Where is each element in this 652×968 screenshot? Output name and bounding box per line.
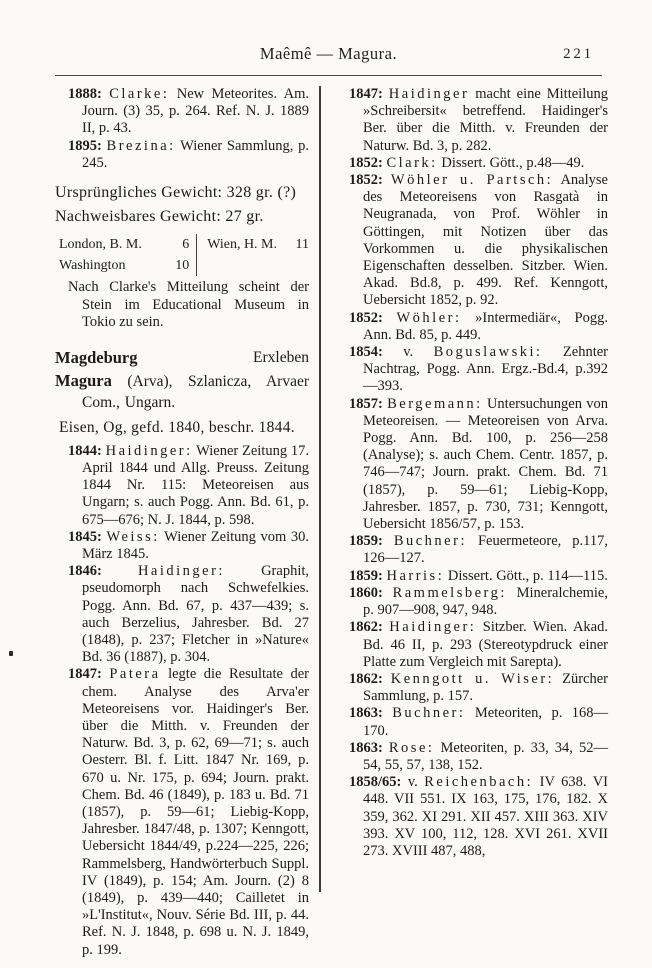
bibliography-entry (336, 344, 608, 396)
entry-author: Rammelsberg: (392, 584, 507, 601)
entry-list-right (336, 86, 608, 860)
bibliography-entry (336, 774, 608, 860)
entry-text: Meteoriten, p. 168—170. (363, 705, 608, 739)
column-divider (319, 86, 321, 892)
page-number: 221 (563, 46, 594, 62)
running-title: Maêmê — Magura. (259, 44, 398, 63)
table-row (59, 234, 189, 255)
headword-paragraph (55, 370, 309, 413)
entry-text: Dissert. Gött., p.48—49. (437, 154, 585, 171)
collection-count: 6 (182, 237, 190, 253)
bibliography-entry (55, 138, 309, 172)
entry-text: Graphit, pseudomorph nach Schwefelkies. Pogg. Ann. Bd. 67, p. 437—439; s. auch Berzelius, Jahresber. Bd. 27 (1848), p. 237; Fletcher in »Nature« Bd. 36 (1887), p. 304. (82, 563, 309, 666)
header-rule (55, 75, 602, 76)
entry-year: 1854: (349, 344, 404, 361)
entry-year: 1863: (349, 739, 389, 756)
classification-line: Eisen, Og, gefd. 1840, beschr. 1844. (59, 418, 295, 436)
entry-text: Sitzber. Wien. Akad. Bd. 46 II, p. 293 (Stereotypdruck einer Platte zum Vergleich mit Sarepta). (363, 619, 608, 670)
bibliography-entry (336, 568, 608, 585)
entry-text: Analyse des Meteoreisens von Rasgatà in Neugranada, von Prof. Wöhler in Göttingen, mit Notizen über das Vorkommen u. die physikalischen Eigenschaften desselben. Sitzber. Wien. Akad. Bd.8, p. 499. Ref. Kenngott, Uebersicht 1852, p. 92. (363, 172, 608, 309)
entry-year: 1852: (349, 309, 397, 326)
entry-author-prefix: v. (403, 344, 434, 361)
bibliography-entry (336, 705, 608, 739)
entry-text: Wiener Zeitung 17. April 1844 und Allg. Preuss. Zeitung 1844 Nr. 115: Meteoreisen aus Ungarn; s. auch Pogg. Ann. Bd. 61, p. 675—676; N. J. 1844, p. 598. (82, 442, 309, 528)
bibliography-entry (336, 155, 608, 172)
entry-year: 1852: (349, 154, 387, 171)
entry-author: Boguslawski: (433, 344, 543, 361)
bibliography-entry (336, 740, 608, 774)
entry-text: macht eine Mitteilung »Schreibersit« betreffend. Haidinger's Ber. über die Mitth. v. Freunden der Naturw. Bd. 3, p. 282. (363, 86, 608, 154)
entry-author: Haidinger: (389, 619, 477, 636)
entry-text: Meteoriten, p. 33, 34, 52—54, 55, 57, 138, 152. (363, 739, 608, 773)
collection-count: 11 (295, 237, 309, 253)
bibliography-entry (55, 666, 309, 958)
entry-author: Bergemann: (387, 395, 483, 412)
entry-year: 1846: (68, 563, 138, 580)
entry-author: Kenngott u. Wiser: (390, 670, 555, 687)
collections-table-right (197, 234, 309, 276)
entry-year: 1860: (349, 584, 393, 601)
entry-text: New Meteorites. Am. Journ. (3) 35, p. 264. Ref. N. J. 1889 II, p. 43. (82, 86, 309, 137)
collections-table (59, 234, 309, 276)
entry-text: Zürcher Sammlung, p. 157. (363, 670, 608, 705)
entry-author: Haidinger: (137, 563, 225, 580)
bibliography-entry (55, 529, 309, 563)
entry-year: 1858/65: (349, 774, 408, 791)
entry-text: legte die Resultate der chem. Analyse des Arva'er Meteoreisens vor. Haidinger's Ber. über die Mitth. v. Freunden der Naturw. Bd. 3, p. 62, 69—71; s. auch Oesterr. Bl. f. Litt. 1847 Nr. 169, p. 670 u. Nr. 175, p. 694; Journ. prakt. Chem. Bd. 46 (1849), p. 183 u. Bd. 71 (1857), p. 59—61; Liebig-Kopp, Jahresber. 1847/48, p. 1307; Kenngott, Uebersicht 1844/49, p.224—225, 226; Rammelsberg, Handwörterbuch Suppl. IV (1849), p. 154; Am. Journ. (2) 8 (1849), p. 439—440; Cailletet in »L'Institut«, Nouv. Série Bd. III, p. 44. Ref. N. J. 1848, p. 698 u. N. J. 1849, p. 199. (82, 666, 309, 958)
page-header (55, 44, 602, 68)
collection-name: Wien, H. M. (207, 237, 278, 253)
entry-list-top (55, 86, 309, 172)
left-column (55, 86, 309, 959)
entry-text: Wiener Zeitung vom 30. März 1845. (82, 528, 309, 563)
entry-text: Mineralchemie, p. 907—908, 947, 948. (363, 584, 608, 619)
entry-author: Brezina: (106, 137, 176, 154)
entry-text: Feuermeteore, p.117, 126—127. (363, 533, 608, 567)
entry-year: 1844: (68, 442, 106, 459)
crossref-row (55, 347, 309, 369)
bibliography-entry (336, 310, 608, 344)
entry-year: 1859: (349, 533, 394, 550)
entry-list-left (55, 443, 309, 959)
entry-author: Haidinger (388, 86, 470, 102)
bibliography-entry (55, 86, 309, 138)
entry-year: 1862: (349, 670, 391, 687)
table-row (207, 234, 309, 255)
entry-year: 1863: (349, 705, 393, 722)
crossref-headword: Magdeburg (55, 347, 138, 367)
entry-author: Patera (109, 666, 161, 683)
entry-year: 1852: (349, 172, 391, 189)
entry-author-prefix: v. (407, 774, 425, 791)
entry-author: Rose: (388, 739, 435, 756)
bibliography-entry (55, 563, 309, 666)
entry-author: Clark: (386, 154, 438, 171)
bibliography-entry (336, 533, 608, 567)
collection-name: London, B. M. (59, 237, 142, 253)
entry-text: Zehnter Nachtrag, Pogg. Ann. Ergz.-Bd.4, p.392—393. (363, 344, 608, 395)
entry-author: Clarke: (109, 86, 170, 102)
entry-year: 1857: (349, 395, 388, 412)
entry-year: 1862: (349, 619, 390, 636)
original-weight-line: Ursprüngliches Gewicht: 328 gr. (?) (55, 184, 297, 202)
table-row (59, 255, 189, 276)
bibliography-entry (336, 619, 608, 671)
entry-author: Reichenbach: (424, 774, 534, 791)
bibliography-entry (336, 86, 608, 155)
entry-year: 1845: (68, 528, 107, 545)
headword: Magura (55, 370, 112, 390)
bibliography-entry (55, 443, 309, 529)
entry-author: Haidinger: (105, 442, 193, 459)
bibliography-entry (336, 396, 608, 534)
entry-text: »Intermediär«, Pogg. Ann. Bd. 85, p. 449. (363, 309, 608, 343)
entry-text: Wiener Sammlung, p. 245. (82, 137, 309, 171)
entry-year: 1888: (68, 86, 110, 102)
crossref-target: Erxleben (253, 348, 309, 366)
entry-text: IV 638. VI 448. VII 551. IX 163, 175, 176, 182. X 359, 362. XI 291. XII 457. XIII 363. XIV 393. XV 100, 112, 128. XVI 261. XVII 273. XVIII 487, 488, (363, 774, 609, 859)
entry-author: Harris: (386, 567, 445, 584)
ink-speck (9, 651, 13, 656)
headword-locality: (Arva), Szlanicza, Arvaer Com., Ungarn. (82, 372, 309, 411)
collections-table-left (59, 234, 197, 276)
collection-name: Washington (59, 258, 126, 274)
right-column (336, 86, 608, 860)
entry-author: Buchner: (393, 533, 467, 550)
entry-year: 1847: (68, 666, 110, 683)
entry-text: Untersuchungen von Meteoreisen. — Meteoreisen von Arva. Pogg. Ann. Bd. 100, p. 256—258 (Analyse); s. auch Chem. Centr. 1857, p. 746—747; Journ. prakt. Chem. Bd. 71 (1857), p. 59—61; Liebig-Kopp, Jahresber. 1857, p. 730, 731; Kenngott, Uebersicht 1856/57, p. 153. (363, 395, 608, 533)
entry-year: 1895: (68, 137, 107, 154)
collection-count: 10 (175, 258, 190, 274)
clarke-note: Nach Clarke's Mitteilung scheint der Stein im Educational Museum in Tokio zu sein. (68, 279, 309, 331)
entry-year: 1847: (349, 86, 389, 102)
entry-author: Wöhler u. Partsch: (390, 172, 554, 189)
bibliography-entry (336, 585, 608, 619)
entry-author: Buchner: (392, 705, 466, 722)
entry-year: 1859: (349, 567, 387, 584)
verifiable-weight-line: Nachweisbares Gewicht: 27 gr. (55, 208, 264, 226)
bibliography-entry (336, 172, 608, 310)
bibliography-entry (336, 671, 608, 705)
entry-author: Wöhler: (396, 309, 462, 326)
entry-author: Weiss: (106, 528, 160, 545)
entry-text: Dissert. Gött., p. 114—115. (444, 567, 608, 584)
